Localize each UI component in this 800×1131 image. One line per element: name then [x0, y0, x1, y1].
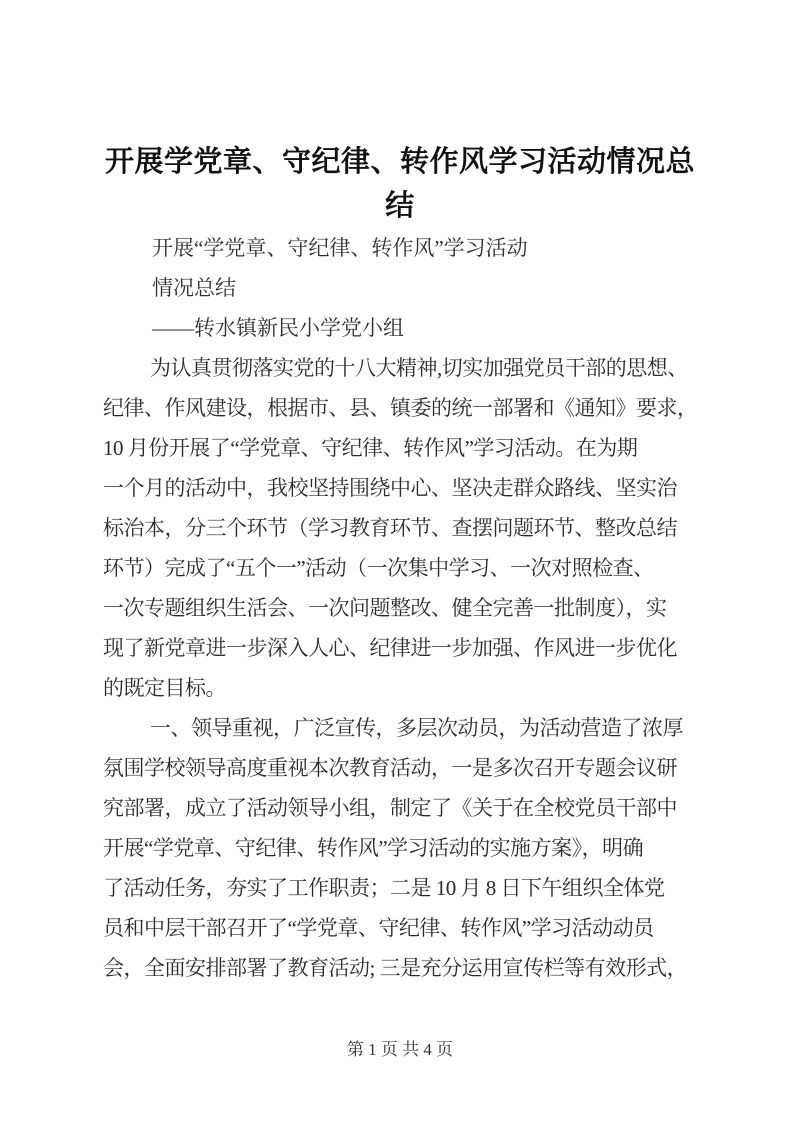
paragraph	[103, 708, 697, 988]
body-line: 的既定目标。	[103, 676, 226, 700]
subtitle-line: 开展“学党章、守纪律、转作风”学习活动	[152, 236, 528, 260]
subtitle-line: 情况总结	[152, 276, 236, 300]
body-text	[103, 348, 697, 988]
document-content	[103, 140, 697, 988]
subtitle-block	[152, 228, 697, 348]
body-line: 标治本，分三个环节（学习教育环节、查摆问题环节、整改总结	[103, 516, 677, 540]
body-line: 开展“学党章、守纪律、转作风”学习活动的实施方案》，明确	[103, 836, 644, 860]
paragraph	[103, 348, 697, 708]
subtitle-line: ——转水镇新民小学党小组	[152, 316, 404, 340]
body-line: 一、领导重视，广泛宣传，多层次动员，为活动营造了浓厚	[150, 716, 683, 740]
body-line: 氛围学校领导高度重视本次教育活动，一是多次召开专题会议研	[103, 756, 677, 780]
body-line: 纪律、作风建设，根据市、县、镇委的统一部署和《通知》要求，	[103, 396, 698, 420]
body-line: 员和中层干部召开了“学党章、守纪律、转作风”学习活动动员	[103, 916, 654, 940]
body-line: 究部署，成立了活动领导小组，制定了《关于在全校党员干部中	[103, 796, 677, 820]
body-line: 现了新党章进一步深入人心、纪律进一步加强、作风进一步优化	[103, 636, 677, 660]
body-line: 会，全面安排部署了教育活动; 三是充分运用宣传栏等有效形式，	[103, 956, 688, 980]
body-line: 为认真贯彻落实党的十八大精神,切实加强党员干部的思想、	[150, 356, 688, 380]
body-line: 环节）完成了“五个一”活动（一次集中学习、一次对照检查、	[103, 556, 654, 580]
body-line: 一个月的活动中，我校坚持围绕中心、坚决走群众路线、坚实治	[103, 476, 677, 500]
body-line: 一次专题组织生活会、一次问题整改、健全完善一批制度），实	[103, 596, 667, 620]
page-number-label: 第 1 页 共 4 页	[346, 1040, 454, 1059]
body-line: 了活动任务，夯实了工作职责；二是 10 月 8 日下午组织全体党	[103, 876, 665, 900]
body-line: 10 月份开展了“学党章、守纪律、转作风”学习活动。在为期	[103, 436, 638, 460]
document-title: 开展学党章、守纪律、转作风学习活动情况总结	[104, 146, 695, 222]
page-footer	[0, 1038, 800, 1062]
